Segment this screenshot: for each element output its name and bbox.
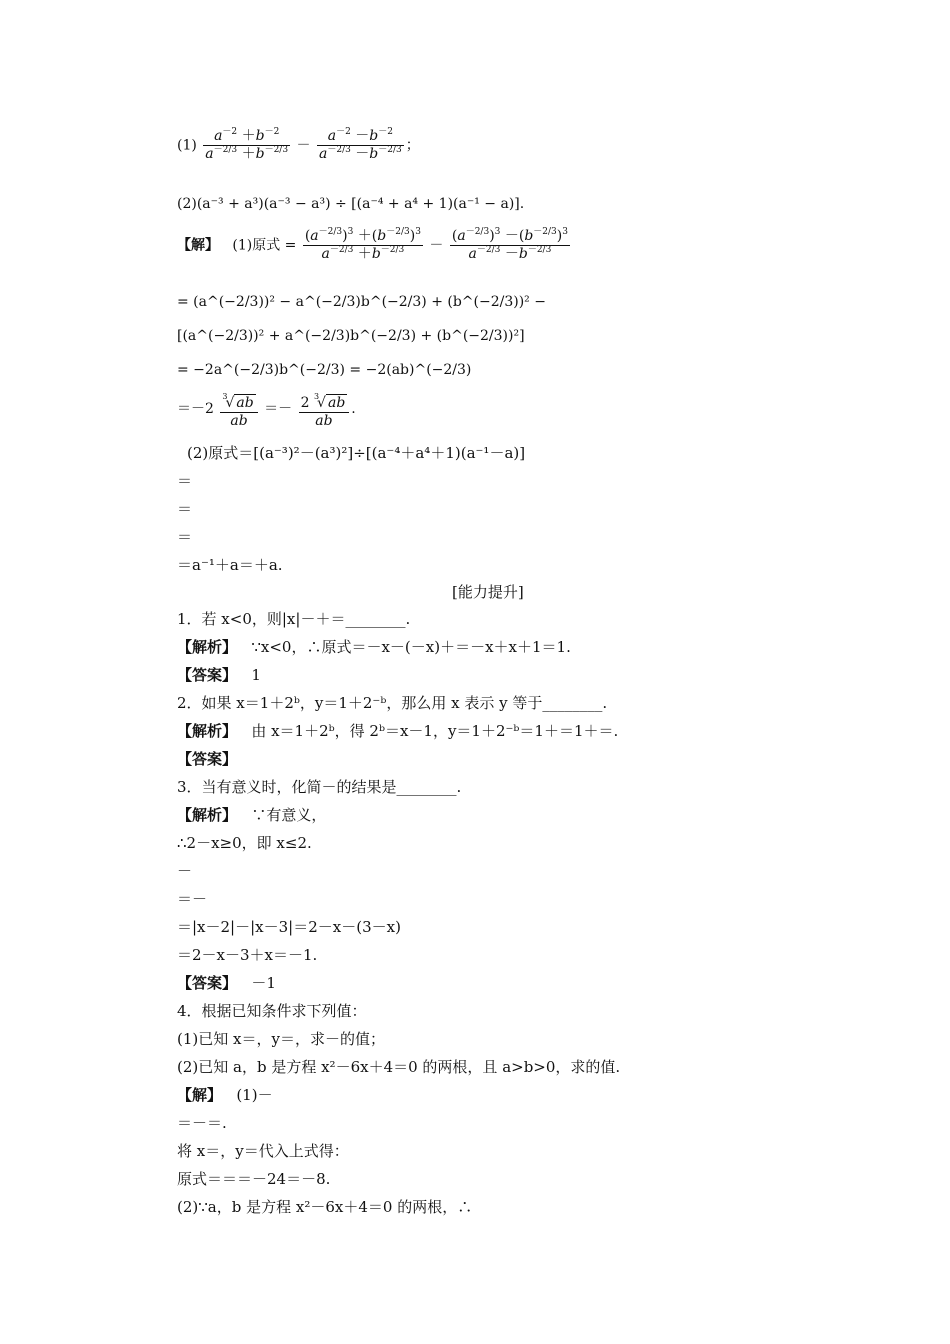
solution-1-line-2: = (a^(−2/3))² − a^(−2/3)b^(−2/3) + (b^(−2/3))² − <box>177 294 546 310</box>
solution-tag: 【解】 <box>177 1086 223 1104</box>
solution-tag: 【解】 <box>177 237 219 254</box>
question-4-line-3: 将 x＝，y＝代入上式得： <box>177 1142 349 1160</box>
solution-2-eq-2: ＝ <box>177 500 193 518</box>
solution-1-line-4: = −2a^(−2/3)b^(−2/3) = −2(ab)^(−2/3) <box>177 362 472 378</box>
section-title: [能力提升] <box>452 583 524 601</box>
fraction-4: $\frac{(a^{-2/3})^3 -(b^{-2/3})^3}{a^{-2/3} -b^{-2/3}}$ <box>451 227 568 262</box>
question-3-line-4: ＝－ <box>177 890 208 908</box>
solution-1-first: 【解】 (1)原式 = $\frac{(a^{-2/3})^3 +(b^{-2/3})^3}{a^{-2/3} +b^{-2/3}}$ － $\frac{(a^{-2/3})^3 -(b^{-2/3})^3}{a^{-2/3} -b^{-2/3}}$ <box>177 227 568 262</box>
question-3-analysis <box>177 805 326 825</box>
question-3-line-5: ＝|x－2|－|x－3|＝2－x－(3－x) <box>177 918 401 936</box>
solution-1-line-3: [(a^(−2/3))² + a^(−2/3)b^(−2/3) + (b^(−2/3))²] <box>177 328 525 344</box>
analysis-text: ∵x<0，∴原式＝－x－(－x)＋＝－x＋x＋1＝1. <box>251 638 571 656</box>
analysis-text: 由 x＝1＋2ᵇ，得 2ᵇ＝x－1，y＝1＋2⁻ᵇ＝1＋＝1＋＝. <box>251 722 619 740</box>
question-4-line-2: ＝－＝. <box>177 1114 227 1132</box>
question-3: 3．当有意义时，化简－的结果是________. <box>177 778 462 796</box>
question-2-analysis <box>177 721 618 741</box>
question-1-analysis <box>177 637 571 657</box>
fraction-6: $\frac{2 ^3√ ab}{ab}$ <box>299 388 350 430</box>
solution-lead: (1)原式 = <box>232 237 297 254</box>
answer-tag: 【答案】 <box>177 750 238 768</box>
solution-2-final: ＝a⁻¹＋a＝＋a. <box>177 556 283 574</box>
answer-text: －1 <box>251 974 276 992</box>
fraction-3: $\frac{(a^{-2/3})^3 +(b^{-2/3})^3}{a^{-2/3} +b^{-2/3}}$ <box>304 227 421 262</box>
problem-2: (2)(a⁻³ + a³)(a⁻³ − a³) ÷ [(a⁻⁴ + a⁴ + 1)(a⁻¹ − a)]. <box>177 196 525 212</box>
answer-tag: 【答案】 <box>177 666 238 684</box>
question-2-answer <box>177 749 237 769</box>
solution-2-eq-3: ＝ <box>177 528 193 546</box>
question-1: 1．若 x<0，则|x|－＋＝________. <box>177 610 411 628</box>
solution-1-line-5: ＝－2 $\frac{^3√ ab}{ab}$ ＝－ $\frac{2 ^3√ ab}{ab}$ . <box>177 388 356 430</box>
answer-tag: 【答案】 <box>177 974 238 992</box>
question-4-part-1: (1)已知 x＝，y＝，求－的值； <box>177 1030 385 1048</box>
question-3-line-6: ＝2－x－3＋x＝－1. <box>177 946 318 964</box>
problem-1: (1) $\frac{a^{-2} +b^{-2}}{a^{-2/3} +b^{-2/3}}$ － $\frac{a^{-2} -b^{-2}}{a^{-2/3} -b^{-2/3}}$ ； <box>177 127 420 162</box>
analysis-tag: 【解析】 <box>177 638 238 656</box>
question-2: 2．如果 x＝1＋2ᵇ，y＝1＋2⁻ᵇ，那么用 x 表示 y 等于________. <box>177 694 608 712</box>
question-3-answer <box>177 973 276 993</box>
question-4-line-4: 原式＝＝＝－24＝－8. <box>177 1170 331 1188</box>
question-4: 4．根据已知条件求下列值： <box>177 1002 367 1020</box>
question-4-line-5: (2)∵a，b 是方程 x²－6x＋4＝0 的两根，∴ <box>177 1198 473 1216</box>
answer-text: 1 <box>251 666 261 684</box>
fraction-1: $\frac{a^{-2} +b^{-2}}{a^{-2/3} +b^{-2/3}}$ <box>205 127 289 162</box>
question-4-solution <box>177 1085 273 1105</box>
question-4-part-2: (2)已知 a，b 是方程 x²－6x＋4＝0 的两根，且 a>b>0，求的值. <box>177 1058 621 1076</box>
fraction-2: $\frac{a^{-2} -b^{-2}}{a^{-2/3} -b^{-2/3}}$ <box>318 127 402 162</box>
question-3-line-3: － <box>177 862 193 880</box>
analysis-tag: 【解析】 <box>177 806 238 824</box>
solution-2-line-1: (2)原式＝[(a⁻³)²－(a³)²]÷[(a⁻⁴＋a⁴＋1)(a⁻¹－a)] <box>187 444 526 462</box>
analysis-text: ∵有意义， <box>251 806 327 824</box>
question-3-line-2: ∴2－x≥0，即 x≤2. <box>177 834 312 852</box>
question-1-answer <box>177 665 261 685</box>
solution-text: (1)－ <box>236 1086 273 1104</box>
solution-2-eq-1: ＝ <box>177 472 193 490</box>
fraction-5: $\frac{^3√ ab}{ab}$ <box>220 388 257 430</box>
analysis-tag: 【解析】 <box>177 722 238 740</box>
problem-1-label: (1) <box>177 137 197 154</box>
